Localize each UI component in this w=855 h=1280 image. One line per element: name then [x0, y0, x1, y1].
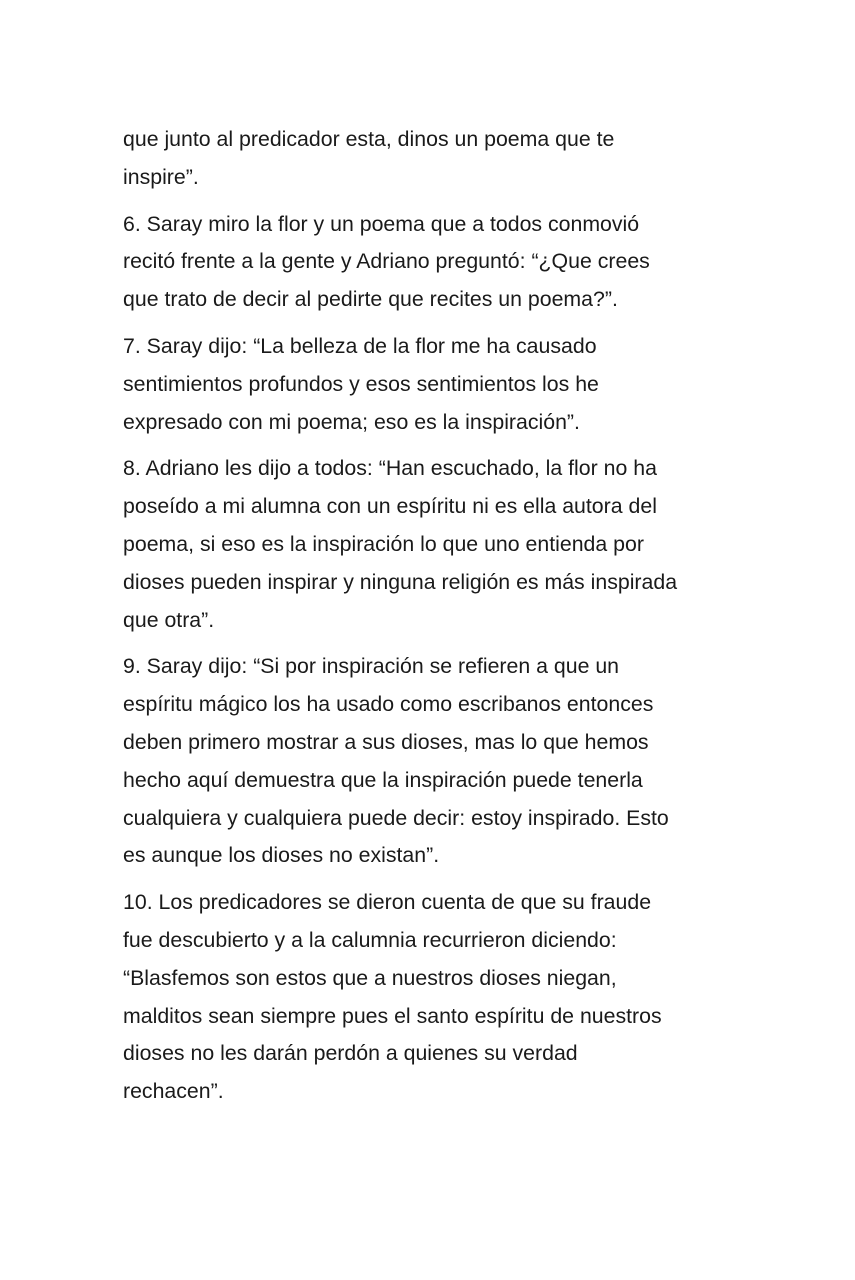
text-line: rechacen”.: [123, 1079, 224, 1104]
paragraph-continuation: [123, 121, 735, 197]
paragraph-verse-8: [123, 450, 735, 639]
text-line: que trato de decir al pedirte que recites un poema?”.: [123, 287, 618, 312]
text-line: sentimientos profundos y esos sentimientos los he: [123, 371, 599, 396]
text-line: 8. Adriano les dijo a todos: “Han escuchado, la flor no ha: [123, 456, 657, 481]
text-line: inspire”.: [123, 164, 199, 189]
text-line: malditos sean siempre pues el santo espíritu de nuestros: [123, 1003, 662, 1028]
text-line: dioses no les darán perdón a quienes su verdad: [123, 1041, 578, 1066]
paragraph-verse-7: [123, 328, 735, 441]
text-line: que otra”.: [123, 607, 215, 632]
body-text: [123, 121, 735, 1120]
text-line: recitó frente a la gente y Adriano preguntó: “¿Que crees: [123, 249, 650, 274]
text-line: 6. Saray miro la flor y un poema que a todos conmovió: [123, 211, 640, 236]
text-line: poseído a mi alumna con un espíritu ni es ella autora del: [123, 494, 657, 519]
text-line: dioses pueden inspirar y ninguna religión es más inspirada: [123, 569, 678, 594]
text-line: 10. Los predicadores se dieron cuenta de que su fraude: [123, 890, 652, 915]
text-line: es aunque los dioses no existan”.: [123, 843, 440, 868]
text-line: que junto al predicador esta, dinos un poema que te: [123, 127, 615, 151]
text-line: 7. Saray dijo: “La belleza de la flor me ha causado: [123, 333, 597, 358]
text-line: espíritu mágico los ha usado como escribanos entonces: [123, 692, 654, 717]
text-line: deben primero mostrar a sus dioses, mas lo que hemos: [123, 729, 649, 754]
text-line: hecho aquí demuestra que la inspiración puede tenerla: [123, 767, 643, 792]
text-line: expresado con mi poema; eso es la inspiración”.: [123, 409, 580, 434]
paragraph-verse-6: [123, 206, 735, 319]
text-line: 9. Saray dijo: “Si por inspiración se refieren a que un: [123, 654, 620, 679]
text-line: “Blasfemos son estos que a nuestros dioses niegan,: [123, 965, 617, 990]
paragraph-verse-9: [123, 648, 735, 875]
text-line: cualquiera y cualquiera puede decir: estoy inspirado. Esto: [123, 805, 669, 830]
text-line: fue descubierto y a la calumnia recurrieron diciendo:: [123, 927, 617, 952]
paragraph-verse-10: [123, 884, 735, 1111]
text-line: poema, si eso es la inspiración lo que uno entienda por: [123, 531, 644, 556]
